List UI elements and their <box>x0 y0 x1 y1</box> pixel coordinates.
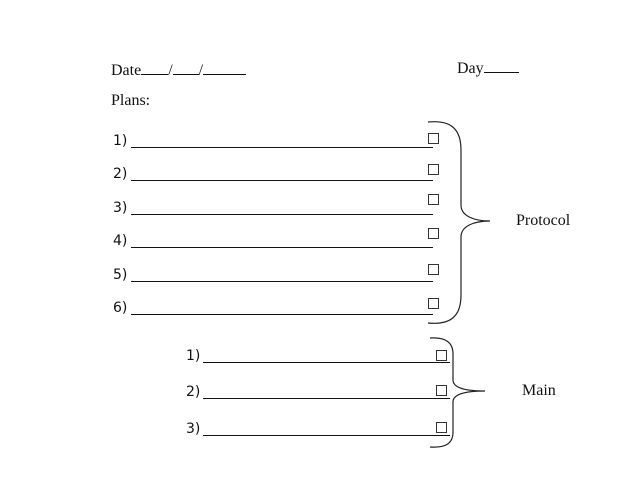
date-month-blank[interactable] <box>141 60 168 75</box>
day-label: Day <box>457 60 484 77</box>
answer-line[interactable] <box>131 147 433 148</box>
row-number: 1) <box>186 348 201 364</box>
row-number: 1) <box>113 133 128 149</box>
answer-line[interactable] <box>203 362 450 363</box>
main-row-1 <box>186 346 456 366</box>
protocol-brace <box>428 120 508 330</box>
date-year-blank[interactable] <box>203 60 246 75</box>
row-number: 2) <box>186 384 201 400</box>
answer-line[interactable] <box>131 281 433 282</box>
date-label: Date <box>111 62 142 79</box>
protocol-row-1 <box>113 131 443 151</box>
answer-line[interactable] <box>131 247 433 248</box>
protocol-row-4 <box>113 231 443 251</box>
row-number: 6) <box>113 300 128 316</box>
protocol-row-6 <box>113 298 443 318</box>
row-number: 4) <box>113 233 128 249</box>
main-row-2 <box>186 382 456 402</box>
protocol-row-3 <box>113 198 443 218</box>
row-number: 2) <box>113 166 128 182</box>
protocol-row-2 <box>113 164 443 184</box>
row-number: 3) <box>113 200 128 216</box>
date-field <box>111 60 246 80</box>
protocol-row-5 <box>113 265 443 285</box>
answer-line[interactable] <box>131 314 433 315</box>
answer-line[interactable] <box>131 214 433 215</box>
row-number: 5) <box>113 267 128 283</box>
answer-line[interactable] <box>131 180 433 181</box>
answer-line[interactable] <box>203 398 450 399</box>
row-number: 3) <box>186 421 201 437</box>
date-separator: / <box>198 62 204 79</box>
day-field <box>457 58 519 78</box>
main-row-3 <box>186 419 456 439</box>
date-day-blank[interactable] <box>173 60 199 75</box>
main-label: Main <box>522 382 556 399</box>
day-blank[interactable] <box>484 58 519 73</box>
protocol-label: Protocol <box>516 212 571 229</box>
date-separator: / <box>168 62 173 79</box>
answer-line[interactable] <box>203 435 450 436</box>
plans-heading: Plans: <box>111 92 151 109</box>
main-brace <box>430 336 500 451</box>
